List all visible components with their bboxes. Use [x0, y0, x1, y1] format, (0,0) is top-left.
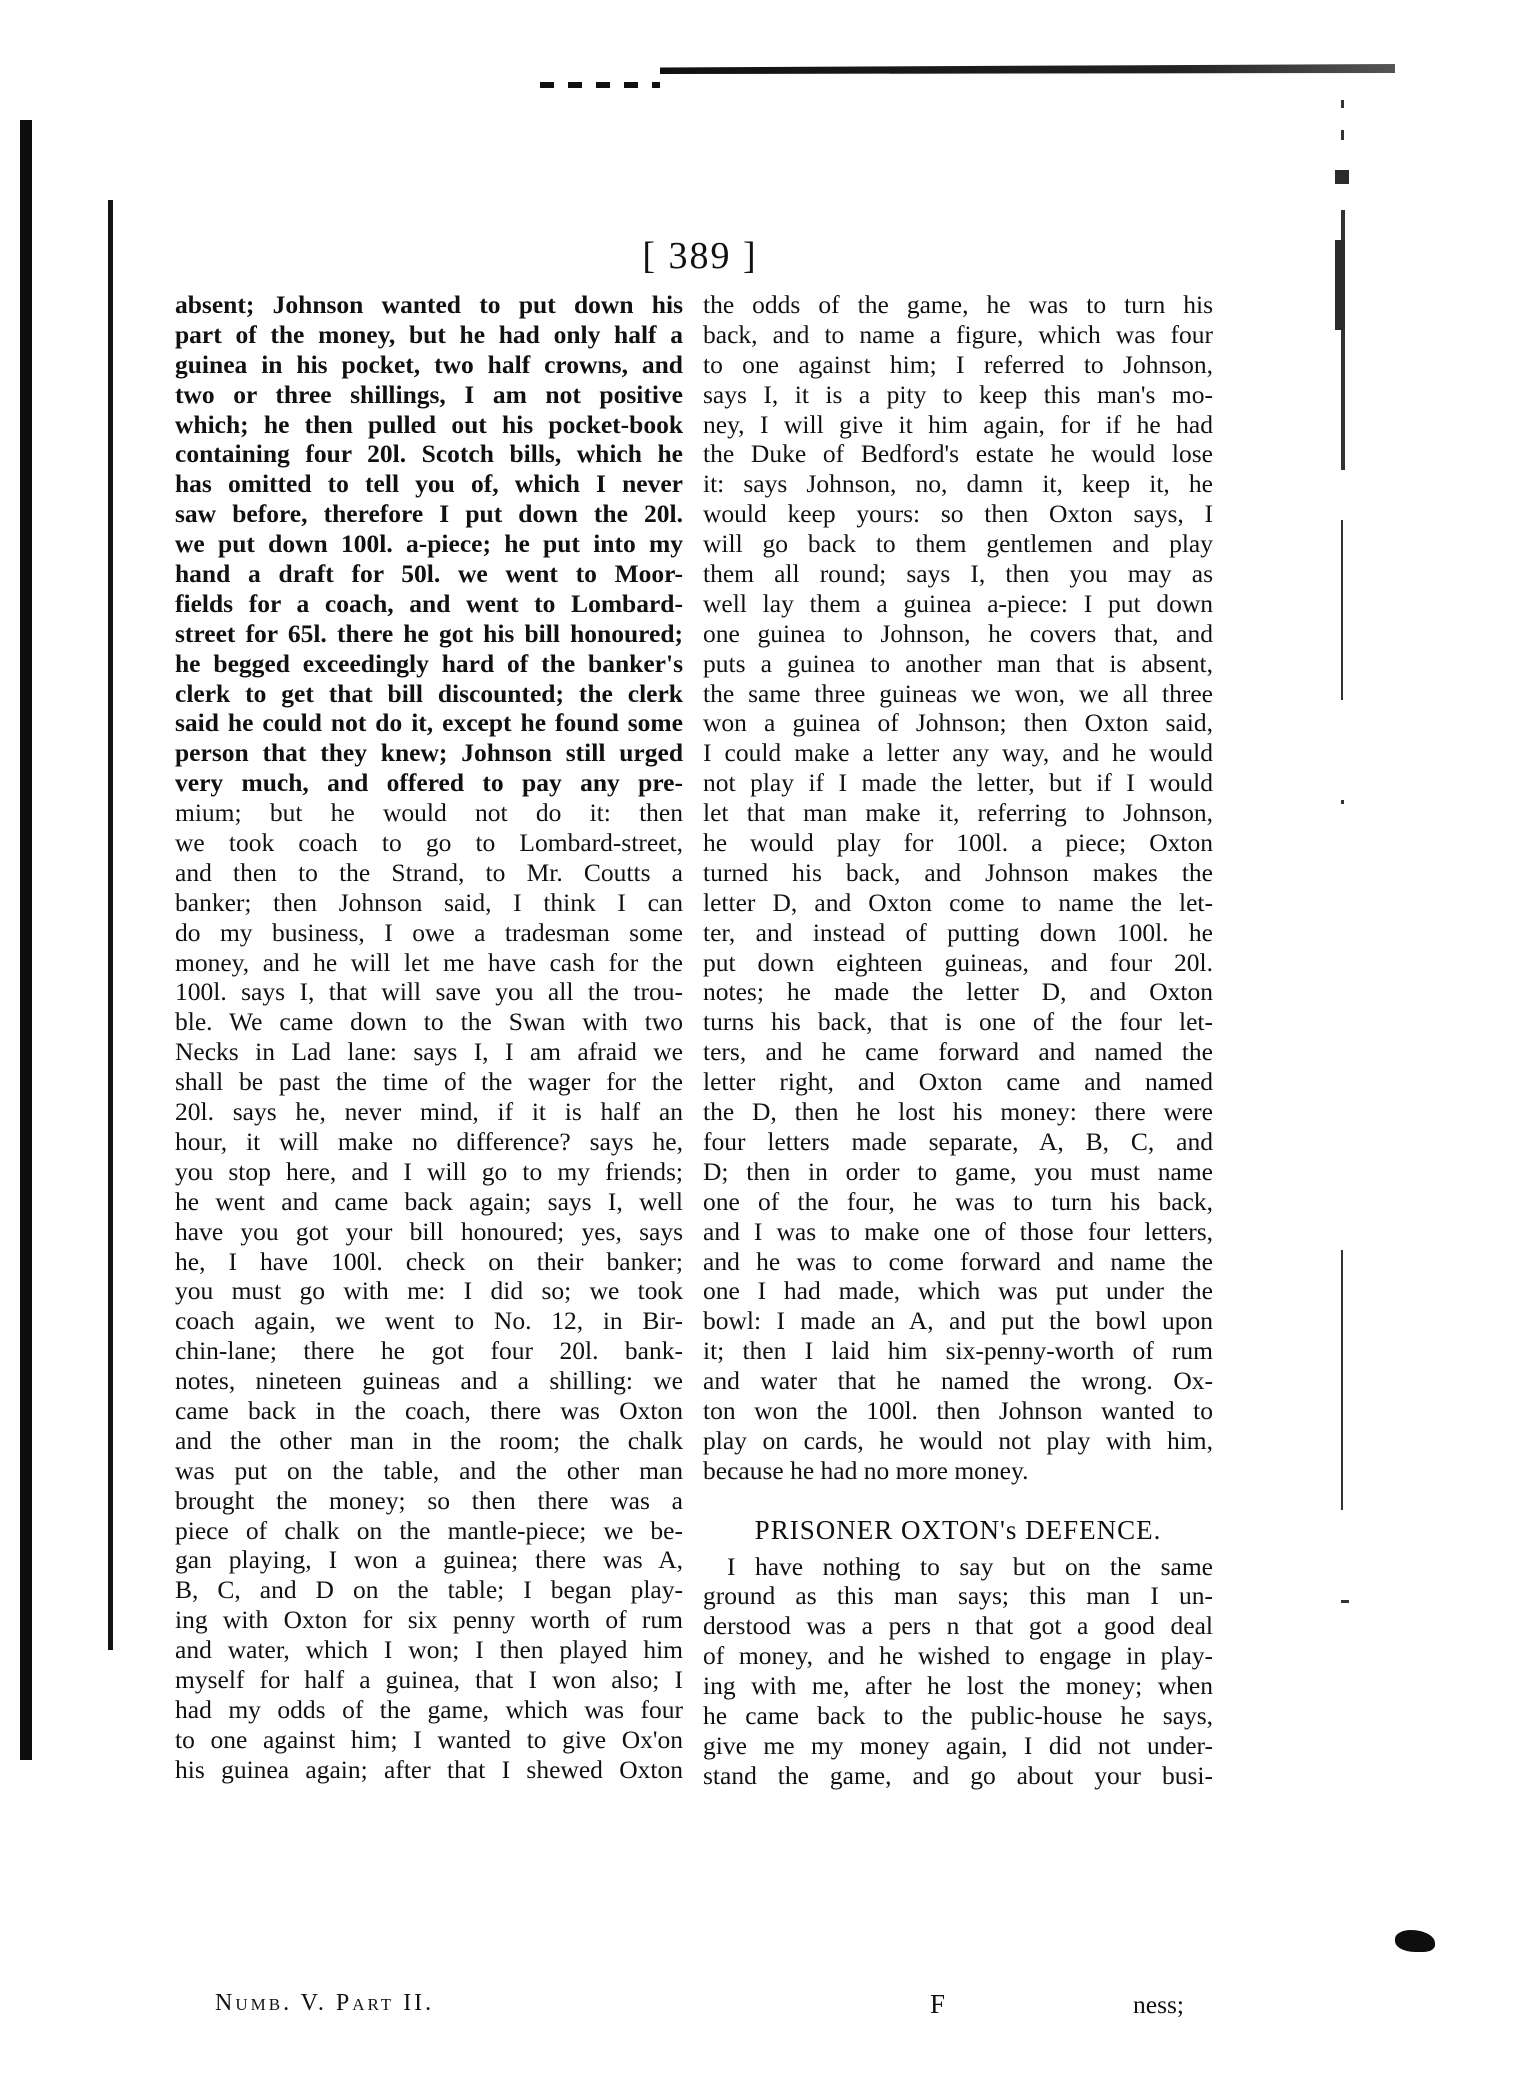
text-line: letter right, and Oxton came and named — [703, 1067, 1213, 1097]
text-line: to one against him; I referred to Johnson, — [703, 349, 1213, 379]
text-line: hand a draft for 50l. we went to Moor- — [175, 559, 683, 589]
text-line: shall be past the time of the wager for the — [175, 1067, 683, 1097]
text-line: clerk to get that bill discounted; the clerk — [175, 678, 683, 708]
text-line: it; then I laid him six-penny-worth of rum — [703, 1336, 1213, 1366]
left-margin-line — [108, 200, 113, 1650]
top-scan-dashes — [540, 82, 660, 88]
text-line: them all round; says I, then you may as — [703, 559, 1213, 589]
text-line: play on cards, he would not play with him, — [703, 1425, 1213, 1455]
text-line: and the other man in the room; the chalk — [175, 1425, 683, 1455]
text-line: will go back to them gentlemen and play — [703, 529, 1213, 559]
text-line: one I had made, which was put under the — [703, 1276, 1213, 1306]
text-line: and then to the Strand, to Mr. Coutts a — [175, 857, 683, 887]
text-line: it: says Johnson, no, damn it, keep it, he — [703, 469, 1213, 499]
text-line: and water that he named the wrong. Ox- — [703, 1366, 1213, 1396]
text-line: was put on the table, and the other man — [175, 1455, 683, 1485]
text-line: Necks in Lad lane: says I, I am afraid we — [175, 1037, 683, 1067]
text-line: brought the money; so then there was a — [175, 1485, 683, 1515]
text-line: street for 65l. there he got his bill honoured; — [175, 618, 683, 648]
right-page-edge — [1335, 100, 1355, 2000]
text-line: he begged exceedingly hard of the banker's — [175, 648, 683, 678]
text-line: came back in the coach, there was Oxton — [175, 1395, 683, 1425]
text-line: ton won the 100l. then Johnson wanted to — [703, 1395, 1213, 1425]
text-line: and water, which I won; I then played him — [175, 1635, 683, 1665]
text-line: which; he then pulled out his pocket-book — [175, 409, 683, 439]
top-scan-rule — [660, 64, 1395, 74]
text-line: he went and came back again; says I, well — [175, 1186, 683, 1216]
text-line: coach again, we went to No. 12, in Bir- — [175, 1306, 683, 1336]
text-line: has omitted to tell you of, which I never — [175, 469, 683, 499]
text-line: let that man make it, referring to Johnson, — [703, 798, 1213, 828]
text-line: give me my money again, I did not under- — [703, 1730, 1213, 1760]
text-line: he would play for 100l. a piece; Oxton — [703, 828, 1213, 858]
text-line: ter, and instead of putting down 100l. he — [703, 917, 1213, 947]
text-line: the odds of the game, he was to turn his — [703, 290, 1213, 319]
text-line: part of the money, but he had only half a — [175, 319, 683, 349]
text-line: chin-lane; there he got four 20l. bank- — [175, 1336, 683, 1366]
text-line: four letters made separate, A, B, C, and — [703, 1126, 1213, 1156]
text-line: he came back to the public-house he says, — [703, 1700, 1213, 1730]
text-line: says I, it is a pity to keep this man's mo- — [703, 379, 1213, 409]
text-line: said he could not do it, except he found some — [175, 708, 683, 738]
left-binding-shadow — [20, 120, 32, 1760]
text-line: ble. We came down to the Swan with two — [175, 1007, 683, 1037]
text-line: ney, I will give it him again, for if he had — [703, 409, 1213, 439]
text-line: not play if I made the letter, but if I would — [703, 768, 1213, 798]
text-line: put down eighteen guineas, and four 20l. — [703, 947, 1213, 977]
text-line: have you got your bill honoured; yes, says — [175, 1216, 683, 1246]
text-line: we put down 100l. a-piece; he put into my — [175, 529, 683, 559]
text-line: his guinea again; after that I shewed Oxton — [175, 1754, 683, 1784]
text-line: the D, then he lost his money: there were — [703, 1097, 1213, 1127]
text-line: turns his back, that is one of the four let- — [703, 1007, 1213, 1037]
right-column — [703, 290, 1213, 1791]
part-label: Numb. V. Part II. — [215, 1990, 435, 2016]
text-line: the same three guineas we won, we all three — [703, 678, 1213, 708]
text-line: one of the four, he was to turn his back, — [703, 1186, 1213, 1216]
text-line: myself for half a guinea, that I won also; I — [175, 1664, 683, 1694]
text-line: money, and he will let me have cash for the — [175, 947, 683, 977]
text-line: he, I have 100l. check on their banker; — [175, 1246, 683, 1276]
text-line: ground as this man says; this man I un- — [703, 1581, 1213, 1611]
text-line: banker; then Johnson said, I think I can — [175, 887, 683, 917]
text-line: turned his back, and Johnson makes the — [703, 857, 1213, 887]
text-line: and I was to make one of those four letters, — [703, 1216, 1213, 1246]
text-line: piece of chalk on the mantle-piece; we be- — [175, 1515, 683, 1545]
text-line: person that they knew; Johnson still urged — [175, 738, 683, 768]
text-line: back, and to name a figure, which was four — [703, 319, 1213, 349]
text-line: two or three shillings, I am not positive — [175, 379, 683, 409]
text-line: gan playing, I won a guinea; there was A, — [175, 1545, 683, 1575]
text-line: 20l. says he, never mind, if it is half an — [175, 1097, 683, 1127]
text-line: I have nothing to say but on the same — [727, 1551, 1213, 1581]
signature-mark: F — [930, 1989, 946, 2019]
text-line: stand the game, and go about your busi- — [703, 1760, 1213, 1790]
text-line: notes; he made the letter D, and Oxton — [703, 977, 1213, 1007]
text-line: B, C, and D on the table; I began play- — [175, 1575, 683, 1605]
text-line: and he was to come forward and name the — [703, 1246, 1213, 1276]
section-heading: PRISONER OXTON's DEFENCE. — [754, 1515, 1162, 1545]
text-line: do my business, I owe a tradesman some — [175, 917, 683, 947]
text-line: hour, it will make no difference? says he, — [175, 1126, 683, 1156]
text-line: ing with Oxton for six penny worth of rum — [175, 1605, 683, 1635]
text-line: had my odds of the game, which was four — [175, 1694, 683, 1724]
text-line: ing with me, after he lost the money; when — [703, 1671, 1213, 1701]
text-line: D; then in order to game, you must name — [703, 1156, 1213, 1186]
text-line: containing four 20l. Scotch bills, which he — [175, 439, 683, 469]
text-line: 100l. says I, that will save you all the trou- — [175, 977, 683, 1007]
catchword: ness; — [1133, 1990, 1184, 2019]
text-line: I could make a letter any way, and he would — [703, 738, 1213, 768]
text-line: ters, and he came forward and named the — [703, 1037, 1213, 1067]
text-line: guinea in his pocket, two half crowns, and — [175, 349, 683, 379]
text-line: one guinea to Johnson, he covers that, and — [703, 618, 1213, 648]
text-line: won a guinea of Johnson; then Oxton said, — [703, 708, 1213, 738]
text-line: puts a guinea to another man that is absent, — [703, 648, 1213, 678]
text-line: would keep yours: so then Oxton says, I — [703, 499, 1213, 529]
text-line: well lay them a guinea a-piece: I put down — [703, 588, 1213, 618]
text-line: of money, and he wished to engage in play- — [703, 1641, 1213, 1671]
text-line: notes, nineteen guineas and a shilling: we — [175, 1366, 683, 1396]
text-line: mium; but he would not do it: then — [175, 798, 683, 828]
text-line: fields for a coach, and went to Lombard- — [175, 588, 683, 618]
text-line: bowl: I made an A, and put the bowl upon — [703, 1306, 1213, 1336]
text-line: very much, and offered to pay any pre- — [175, 768, 683, 798]
text-line: we took coach to go to Lombard-street, — [175, 828, 683, 858]
ink-blot — [1395, 1930, 1435, 1952]
text-line: absent; Johnson wanted to put down his — [175, 290, 683, 319]
page-number: [ 389 ] — [642, 235, 758, 277]
text-line: you must go with me: I did so; we took — [175, 1276, 683, 1306]
text-line: the Duke of Bedford's estate he would lose — [703, 439, 1213, 469]
text-line: you stop here, and I will go to my friends; — [175, 1156, 683, 1186]
text-line: saw before, therefore I put down the 20l. — [175, 499, 683, 529]
text-line: to one against him; I wanted to give Ox'on — [175, 1724, 683, 1754]
text-line: derstood was a pers n that got a good deal — [703, 1611, 1213, 1641]
text-line: letter D, and Oxton come to name the let- — [703, 887, 1213, 917]
text-line: because he had no more money. — [703, 1455, 1029, 1485]
left-column — [175, 290, 683, 1785]
